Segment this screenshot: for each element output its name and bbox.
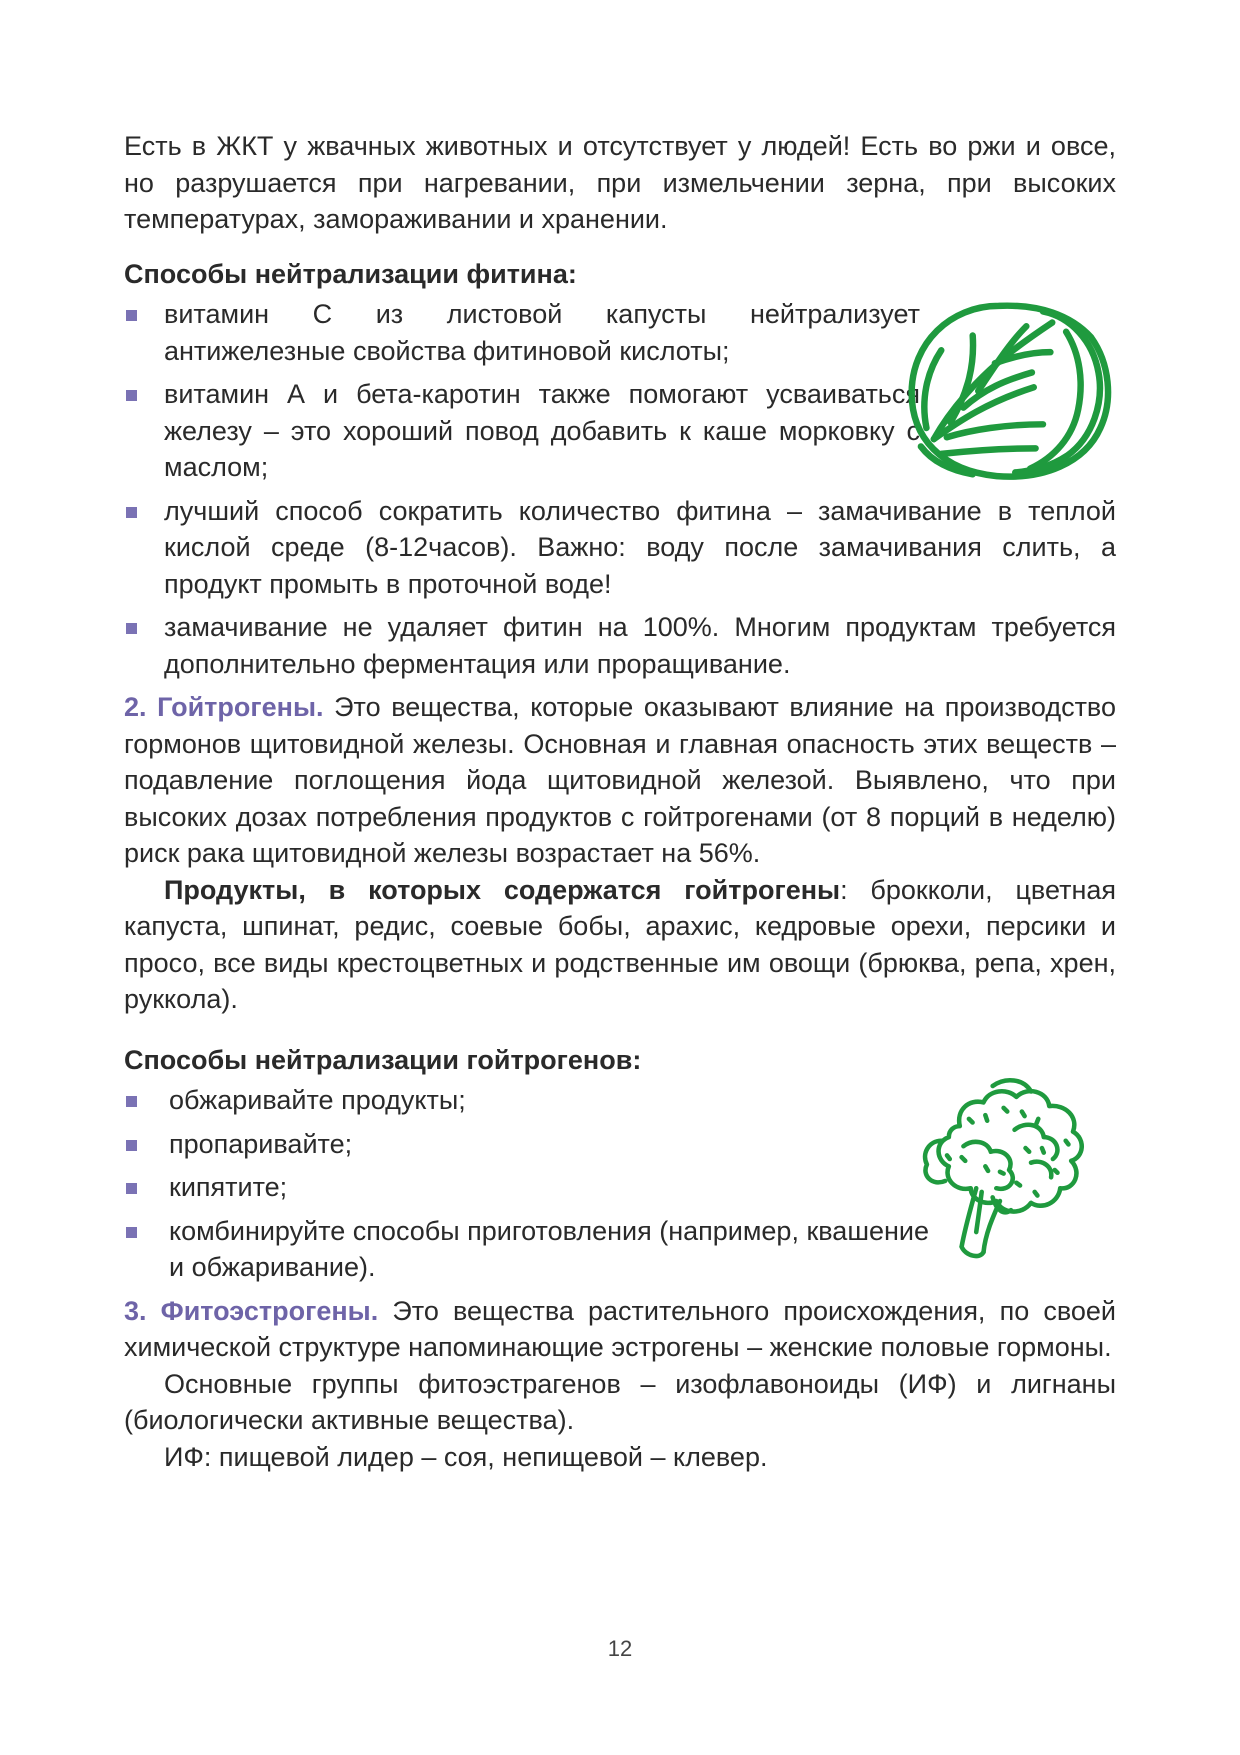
list-item-text: витамин С из листовой капусты нейтрализует антижелезные свойства фитиновой кислоты; — [164, 299, 920, 366]
goitrogens-text: Это вещества, которые оказывают влияние на производство гормонов щитовидной железы. Основная и главная опасность этих веществ – подавление поглощения йода щитовидной железой. Выявлено, что при высоких дозах потребления продуктов с гойтрогенами (от 8 порций в неделю) риск рака щитовидной железы возрастает на 56%. — [124, 692, 1116, 868]
list-item-text: комбинируйте способы приготовления (например, квашение и обжаривание). — [169, 1215, 930, 1282]
list-item — [124, 609, 1116, 682]
goitrogen-products-label: Продукты, в которых содержатся гойтрогены — [164, 874, 841, 905]
list-item-text: кипятите; — [169, 1172, 288, 1202]
list-item-text: пропаривайте; — [169, 1128, 353, 1159]
phytoestrogens-title: 3. Фитоэстрогены. — [124, 1295, 379, 1326]
list-item-text: лучший способ сократить количество фитина – замачивание в теплой кислой среде (8-12часов). Важно: воду после замачивания слить, а продукт промыть в проточной воде! — [164, 495, 1116, 599]
bullet-square-icon — [126, 1140, 137, 1151]
bullet-square-icon — [126, 623, 137, 634]
phytoestrogens-text: Это вещества растительного происхождения, по своей химической структуре напоминающие эстрогены – женские половые гормоны. — [124, 1295, 1117, 1362]
bullet-square-icon — [126, 310, 137, 321]
cabbage-icon — [895, 295, 1117, 487]
list-item — [124, 296, 920, 369]
list-item — [124, 1126, 949, 1163]
goitrogens-paragraph — [124, 689, 1116, 872]
goitrogen-products-paragraph — [124, 872, 1116, 1018]
list-item-text: обжаривайте продукты; — [169, 1085, 466, 1115]
bullet-square-icon — [126, 1227, 137, 1238]
bullet-square-icon — [126, 390, 137, 401]
bullet-square-icon — [126, 1096, 137, 1107]
broccoli-icon — [905, 1062, 1115, 1267]
intro-paragraph: Есть в ЖКТ у жвачных животных и отсутствует у людей! Есть во ржи и овсе, но разрушается при нагревании, при измельчении зерна, при высоких температурах, замораживании и хранении. — [124, 131, 1116, 234]
goitrogens-title: 2. Гойтрогены. — [124, 692, 324, 722]
phytoestrogens-paragraph — [124, 1293, 1116, 1366]
bullet-square-icon — [126, 1183, 137, 1194]
list-item — [124, 376, 920, 486]
list-item-text: витамин А и бета-каротин также помогают усваиваться железу – это хороший повод добавить к каше морковку с маслом; — [164, 379, 920, 482]
list-item — [124, 1082, 949, 1119]
list-item — [124, 1213, 949, 1286]
isoflavonoid-paragraph: ИФ: пищевой лидер – соя, непищевой – клевер. — [164, 1441, 768, 1472]
list-item — [124, 1169, 949, 1206]
phytin-neutralization-heading: Способы нейтрализации фитина: — [124, 258, 577, 289]
goitrogen-neutralization-heading: Способы нейтрализации гойтрогенов: — [124, 1044, 642, 1075]
bullet-square-icon — [126, 507, 137, 518]
page-number: 12 — [607, 1636, 633, 1661]
goitrogen-products-text: : брокколи, цветная капуста, шпинат, редис, соевые бобы, арахис, кедровые орехи, персики и просо, все виды крестоцветных и родственные им овощи (брюква, репа, хрен, руккола). — [124, 874, 1116, 1014]
phytoestrogen-groups-paragraph: Основные группы фитоэстрагенов – изофлавоноиды (ИФ) и лигнаны (биологически активные вещества). — [124, 1368, 1116, 1435]
list-item — [124, 493, 1116, 603]
list-item-text: замачивание не удаляет фитин на 100%. Многим продуктам требуется дополнительно ферментация или проращивание. — [164, 612, 1116, 679]
